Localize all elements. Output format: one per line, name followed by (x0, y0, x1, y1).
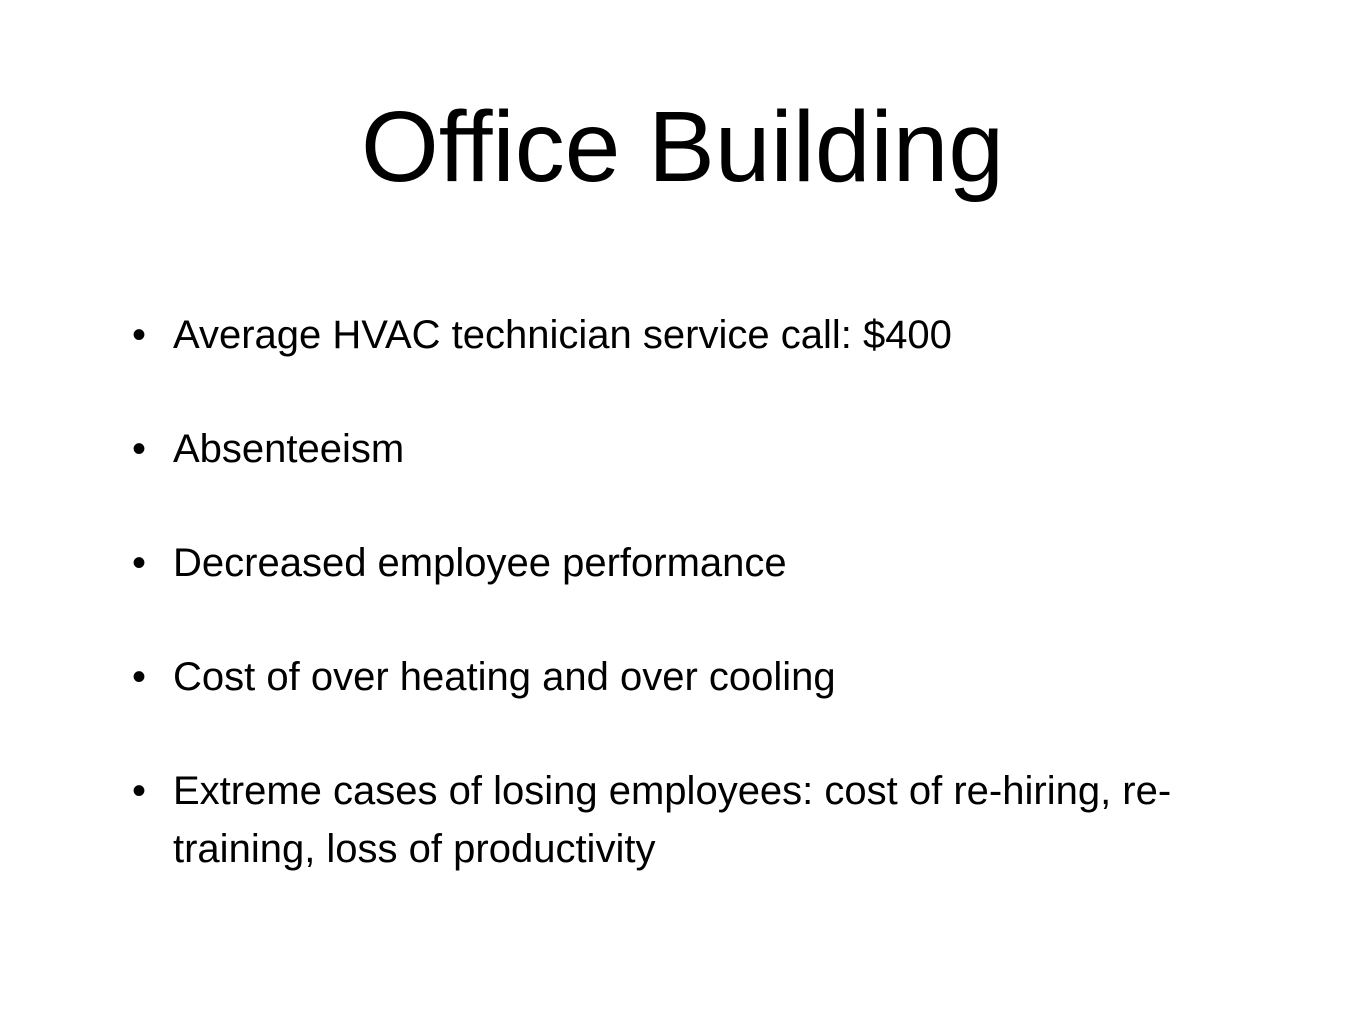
bullet-item (132, 648, 1272, 706)
bullet-item (132, 306, 1272, 364)
bullet-marker: • (132, 655, 147, 699)
bullet-item (132, 534, 1272, 592)
bullet-text: Cost of over heating and over cooling (173, 655, 836, 699)
bullet-marker: • (132, 769, 147, 813)
bullet-marker: • (132, 313, 147, 357)
bullet-item (132, 420, 1272, 478)
slide-title: Office Building (361, 91, 1004, 203)
bullet-text: Average HVAC technician service call: $400 (173, 313, 952, 357)
bullet-item (132, 762, 1272, 878)
bullet-text: Extreme cases of losing employees: cost of re-hiring, re-training, loss of productivity (173, 769, 1172, 871)
bullet-marker: • (132, 541, 147, 585)
bullet-marker: • (132, 427, 147, 471)
bullet-text: Decreased employee performance (173, 541, 787, 585)
bullet-text: Absenteeism (173, 427, 405, 471)
bullet-list (132, 306, 1272, 934)
